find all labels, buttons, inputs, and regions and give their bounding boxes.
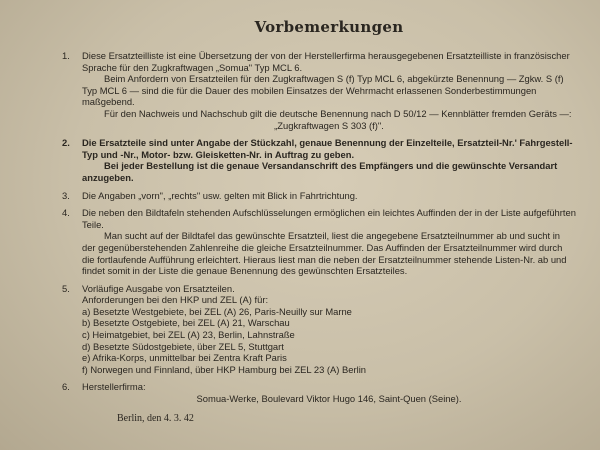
list-item: c) Heimatgebiet, bei ZEL (A) 23, Berlin, Lahnstraße [82,329,295,341]
list-item: b) Besetzte Ostgebiete, bei ZEL (A) 21, Warschau [82,317,290,329]
paragraph: Herstellerfirma: [82,381,146,393]
section-number: 6. [62,381,70,393]
section-2 [62,137,576,183]
depot-list [82,306,576,376]
paragraph: Man sucht auf der Bildtafel das gewünschte Ersatzteil, liest die angegebene Ersatzteilnummer ab und sucht in der gegenüberstehenden Zahlenreihe die gleiche Ersatzteilnummer. Das Auffinden der Ersatzteilnummer wird durch die fortlaufende Aufführung erleichtert. Hieraus liest man die neben der Ersatzteilnummer stehende Listen-Nr. ab und findet somit in der Liste die genaue Benennung des gewünschten Ersatzteiles. [82,230,567,277]
list-item: f) Norwegen und Finnland, über HKP Hamburg bei ZEL 23 (A) Berlin [82,363,366,375]
paragraph: Anforderungen bei den HKP und ZEL (A) für: [82,294,269,306]
section-number: 4. [62,207,70,219]
paragraph: Diese Ersatzteilliste ist eine Übersetzung der von der Herstellerfirma herausgegebenen Ersatzteilliste in französischer Sprache für den Zugkraftwagen „Somua" Typ MCL 6. [82,50,570,73]
section-1 [62,50,576,131]
section-number: 2. [62,137,70,149]
section-number: 3. [62,189,70,201]
list-item: a) Besetzte Westgebiete, bei ZEL (A) 26, Paris-Neuilly sur Marne [82,305,352,317]
paragraph: Die neben den Bildtafeln stehenden Aufschlüsselungen ermöglichen ein leichtes Auffinden der in der Liste aufgeführten Teile. [82,207,576,230]
list-item: d) Besetzte Südostgebiete, über ZEL 5, Stuttgart [82,340,284,352]
page-title: Vorbemerkungen [254,18,404,36]
manufacturer-address: Somua-Werke, Boulevard Viktor Hugo 146, Saint-Quen (Seine). [196,393,462,405]
section-number: 5. [62,282,70,294]
paragraph: Die Angaben „vorn", „rechts" usw. gelten mit Blick in Fahrtrichtung. [82,189,358,201]
section-3 [62,189,576,202]
paragraph: Vorläufige Ausgabe von Ersatzteilen. [82,282,235,294]
date-line: Berlin, den 4. 3. 42 [117,412,194,424]
designation: „Zugkraftwagen S 303 (f)". [274,119,384,131]
section-6 [62,381,576,405]
paragraph: Beim Anfordern von Ersatzteilen für den Zugkraftwagen S (f) Typ MCL 6, abgekürzte Benennung — Zgkw. S (f) Typ MCL 6 — sind die für die Dauer des mobilen Einsatzes der Wehrmacht erlassenen Sonderbestimmungen maßgebend. [82,73,564,108]
paragraph: Die Ersatzteile sind unter Angabe der Stückzahl, genaue Benennung der Einzelteile, Ersatzteil-Nr.' Fahrgestell-Typ und -Nr., Motor- bzw. Gleisketten-Nr. in Auftrag zu geben. [82,137,573,160]
list-item: e) Afrika-Korps, unmittelbar bei Zentra Kraft Paris [82,352,287,364]
section-number: 1. [62,50,70,61]
paragraph: Für den Nachweis und Nachschub gilt die deutsche Benennung nach D 50/12 — Kennblätter fremden Geräts —: [104,107,572,119]
section-5 [62,282,576,376]
section-4 [62,207,576,277]
paragraph: Bei jeder Bestellung ist die genaue Versandanschrift des Empfängers und die gewünschte Versandart anzugeben. [82,160,558,183]
